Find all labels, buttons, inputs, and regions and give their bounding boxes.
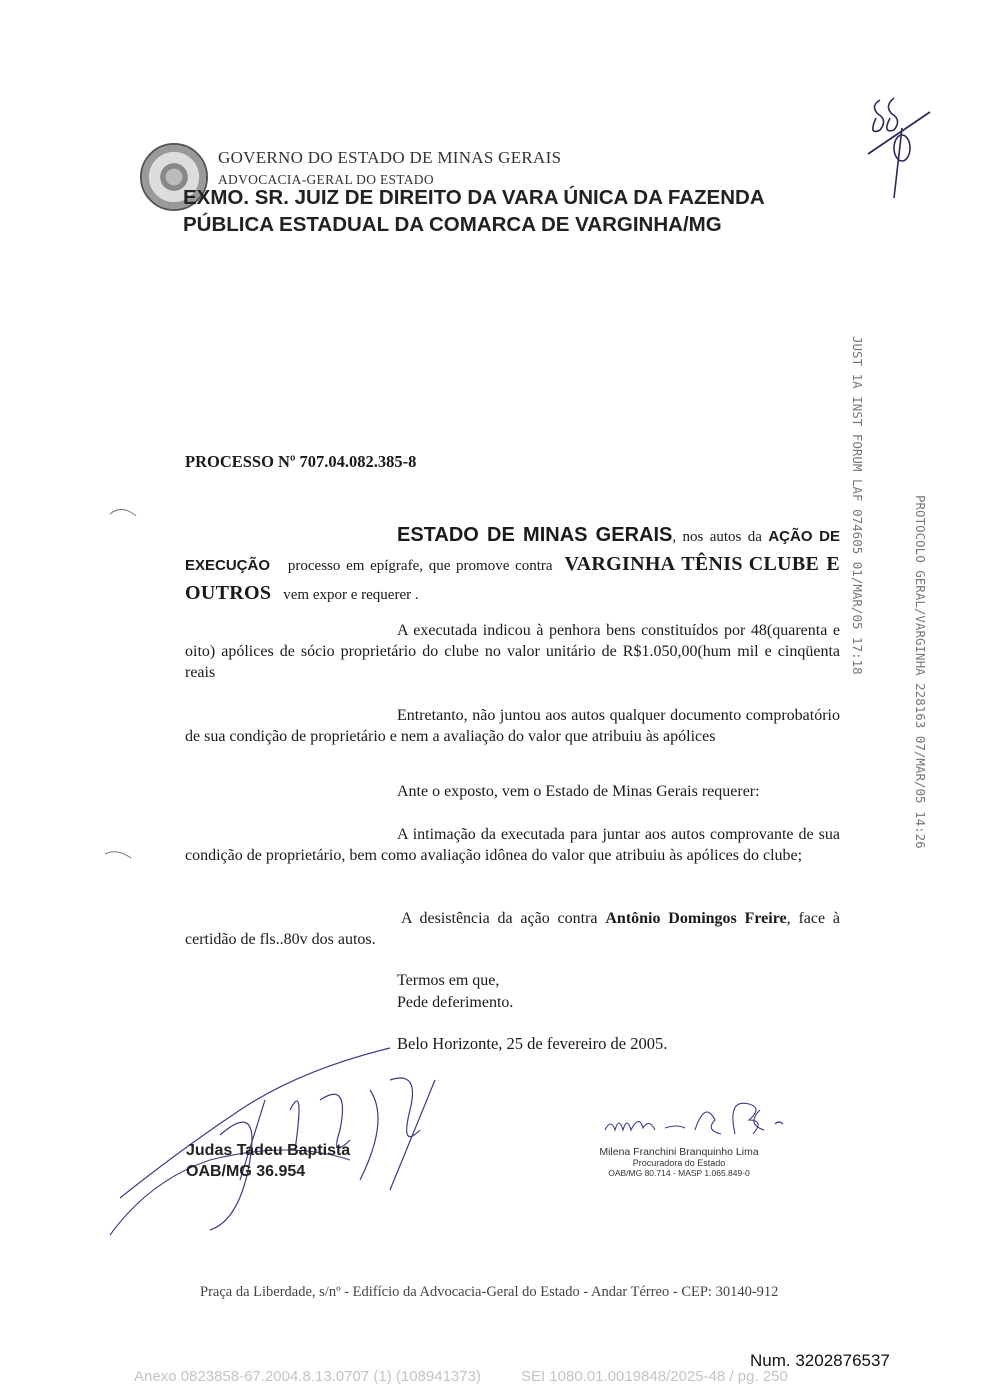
court-receipt-stamp: JUST 1A INST FORUM LAF 074605 01/MAR/05 17:18 <box>850 336 865 675</box>
protocol-stamp: PROTOCOLO GERAL/VARGINHA 228163 07/MAR/05 14:26 <box>913 495 928 849</box>
party-name: ESTADO DE MINAS GERAIS <box>397 524 673 546</box>
folio-handwritten-mark <box>858 92 958 202</box>
annex-reference: Anexo 0823858-67.2004.8.13.0707 (1) (108941373) <box>134 1368 481 1385</box>
footer-address: Praça da Liberdade, s/nº - Edifício da Advocacia-Geral do Estado - Andar Térreo - CEP: 30140-912 <box>200 1284 779 1300</box>
case-number: PROCESSO Nº 707.04.082.385-8 <box>185 452 417 471</box>
sei-reference: SEI 1080.01.0019848/2025-48 / pg. 250 <box>520 1368 788 1385</box>
signatory-2-block <box>599 1146 759 1178</box>
paragraph-attachment: A executada indicou à penhora bens constituídos por 48(quarenta e oito) apólices de sócio proprietário do clube no valor unitário de R$1.050,00(hum mil e cinqüenta reais <box>185 622 840 681</box>
signatory-1-registration: OAB/MG 36.954 <box>186 1163 306 1180</box>
handwritten-signature-2 <box>595 1090 795 1150</box>
document-number: Num. 3202876537 <box>750 1351 890 1370</box>
annex-watermark <box>134 1368 788 1385</box>
margin-mark <box>103 848 133 860</box>
letterhead-government: GOVERNO DO ESTADO DE MINAS GERAIS <box>218 148 562 167</box>
signatory-2-registration: OAB/MG 80.714 - MASP 1.065.849-0 <box>608 1168 750 1178</box>
signatory-2-name: Milena Franchini Branquinho Lima <box>599 1146 759 1158</box>
withdrawn-party-name: Antônio Domingos Freire <box>605 910 787 927</box>
margin-mark <box>108 504 138 516</box>
closing-formula: Termos em que, Pede deferimento. <box>397 972 514 1011</box>
paragraph-request-intimation: A intimação da executada para juntar aos autos comprovante de sua condição de proprietário, bem como avaliação idônea do valor que atribuiu às apólices do clube; <box>185 826 840 864</box>
addressee-heading: EXMO. SR. JUIZ DE DIREITO DA VARA ÚNICA DA FAZENDA PÚBLICA ESTADUAL DA COMARCA DE VARGINHA/MG <box>183 186 764 236</box>
action-type: DE EXECUÇÃO <box>185 528 840 574</box>
paragraph-missing-documents: Entretanto, não juntou aos autos qualquer documento comprobatório de sua condição de proprietário e nem a avaliação do valor que atribuiu às apólices <box>185 707 840 745</box>
letterhead-agency: ADVOCACIA-GERAL DO ESTADO <box>218 172 434 187</box>
paragraph-request-intro: Ante o exposto, vem o Estado de Minas Gerais requerer: <box>397 783 760 800</box>
signatory-1-block <box>186 1140 350 1182</box>
signatory-1-name: Judas Tadeu Baptista <box>186 1142 351 1159</box>
defendant-name: VARGINHA TÊNIS <box>564 553 743 575</box>
signatory-2-role: Procuradora do Estado <box>632 1158 726 1168</box>
paragraph-opening: ESTADO DE MINAS GERAIS, nos autos da AÇÃO DE EXECUÇÃO processo em epígrafe, que promove contra VARGINHA TÊNIS CLUBE E OUTROS vem expor e requerer . <box>185 524 841 604</box>
place-and-date: Belo Horizonte, 25 de fevereiro de 2005. <box>397 1034 668 1053</box>
paragraph-request-withdrawal: A desistência da ação contra Antônio Domingos Freire, face à certidão de fls..80v dos autos. <box>185 910 841 948</box>
